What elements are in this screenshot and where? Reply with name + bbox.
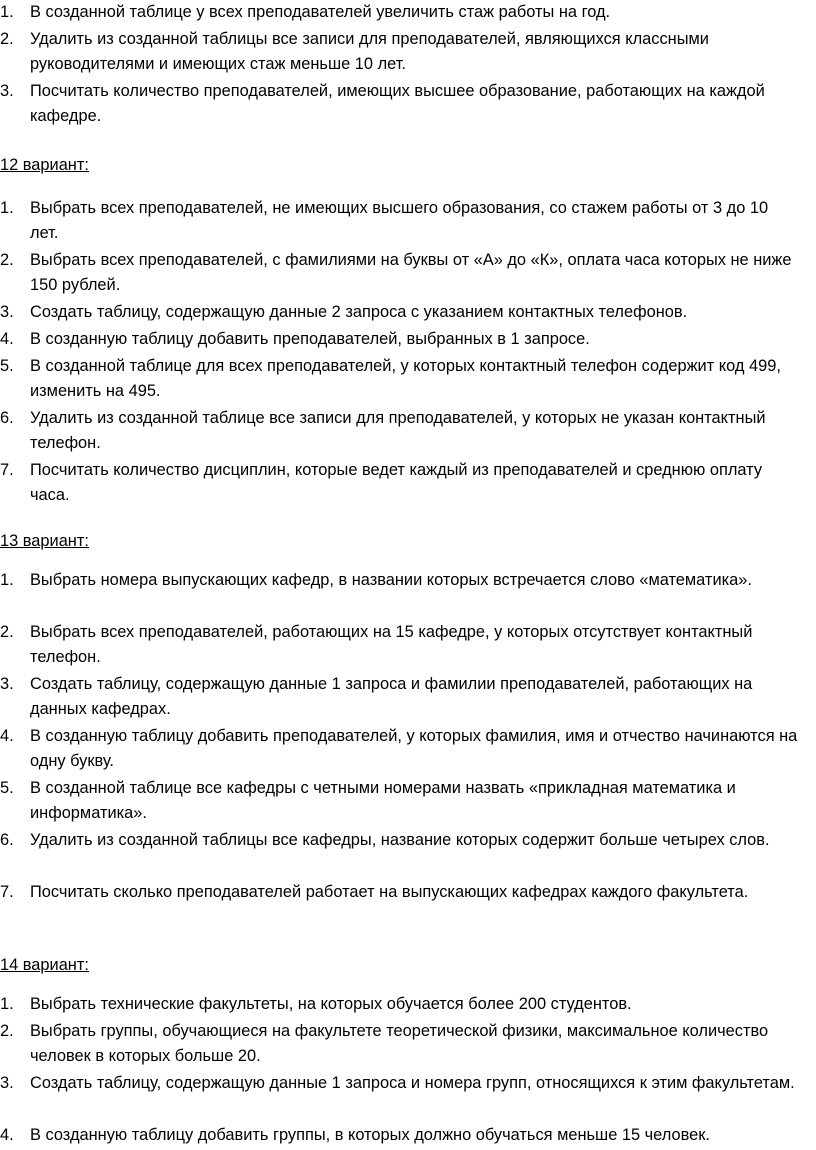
task-list	[0, 992, 800, 1148]
item-text: Посчитать количество дисциплин, которые ведет каждый из преподавателей и среднюю оплату часа.	[30, 461, 763, 504]
list-item	[0, 568, 800, 618]
list-item	[0, 248, 800, 298]
item-number: 4.	[0, 330, 14, 348]
list-item	[0, 327, 800, 352]
item-text: Посчитать количество преподавателей, имеющих высшее образование, работающих на каждой кафедре.	[30, 82, 765, 125]
item-text: Создать таблицу, содержащую данные 1 запроса и фамилии преподавателей, работающих на данных кафедрах.	[30, 675, 753, 718]
item-text: Удалить из созданной таблицы все кафедры, название которых содержит больше четырех слов.	[30, 831, 770, 849]
item-number: 6.	[0, 831, 14, 849]
item-text: В созданную таблицу добавить преподавателей, у которых фамилия, имя и отчество начинаются на одну букву.	[30, 727, 798, 770]
list-item	[0, 300, 800, 325]
item-number: 5.	[0, 357, 14, 375]
list-item	[0, 458, 800, 508]
item-text: Выбрать номера выпускающих кафедр, в названии которых встречается слово «математика».	[30, 571, 752, 589]
item-number: 1.	[0, 571, 14, 589]
item-number: 2.	[0, 623, 14, 641]
item-text: Выбрать всех преподавателей, с фамилиями на буквы от «А» до «К», оплата часа которых не ниже 150 рублей.	[30, 251, 792, 294]
item-text: Посчитать сколько преподавателей работает на выпускающих кафедрах каждого факультета.	[30, 883, 749, 901]
variant-12-heading: 12 вариант:	[0, 156, 89, 174]
list-item	[0, 1123, 800, 1148]
item-number: 3.	[0, 675, 14, 693]
item-text: В созданную таблицу добавить группы, в которых должно обучаться меньше 15 человек.	[30, 1126, 710, 1144]
item-number: 4.	[0, 727, 14, 745]
item-text: Создать таблицу, содержащую данные 2 запроса с указанием контактных телефонов.	[30, 303, 688, 321]
item-text: Выбрать технические факультеты, на которых обучается более 200 студентов.	[30, 995, 632, 1013]
task-list	[0, 0, 800, 129]
list-item	[0, 406, 800, 456]
list-item	[0, 27, 800, 77]
item-number: 1.	[0, 199, 14, 217]
item-number: 1.	[0, 995, 14, 1013]
variant-13-heading: 13 вариант:	[0, 532, 89, 550]
list-item	[0, 776, 800, 826]
variant-14-list	[0, 992, 800, 1150]
list-item	[0, 620, 800, 670]
list-item	[0, 880, 800, 930]
list-item	[0, 828, 800, 878]
list-item	[0, 1071, 800, 1121]
item-text: Выбрать группы, обучающиеся на факультете теоретической физики, максимальное количество человек в которых больше 20.	[30, 1022, 769, 1065]
item-text: Выбрать всех преподавателей, не имеющих высшего образования, со стажем работы от 3 до 10 лет.	[30, 199, 769, 242]
list-item	[0, 724, 800, 774]
item-text: В созданную таблицу добавить преподавателей, выбранных в 1 запросе.	[30, 330, 590, 348]
item-number: 2.	[0, 1022, 14, 1040]
list-item	[0, 196, 800, 246]
item-number: 6.	[0, 409, 14, 427]
list-item	[0, 354, 800, 404]
task-list	[0, 196, 800, 508]
item-number: 2.	[0, 251, 14, 269]
item-number: 3.	[0, 82, 14, 100]
task-list	[0, 568, 800, 930]
list-item	[0, 672, 800, 722]
item-text: В созданной таблице у всех преподавателей увеличить стаж работы на год.	[30, 3, 611, 21]
item-number: 7.	[0, 461, 14, 479]
item-text: Удалить из созданной таблице все записи для преподавателей, у которых не указан контактный телефон.	[30, 409, 766, 452]
variant-13-list	[0, 568, 800, 932]
item-number: 3.	[0, 303, 14, 321]
list-item	[0, 79, 800, 129]
item-number: 4.	[0, 1126, 14, 1144]
item-text: Создать таблицу, содержащую данные 1 запроса и номера групп, относящихся к этим факультетам.	[30, 1074, 795, 1092]
variant-12-list	[0, 196, 800, 510]
task-list-continued	[0, 0, 800, 131]
item-number: 1.	[0, 3, 14, 21]
item-text: Удалить из созданной таблицы все записи для преподавателей, являющихся классными руководителями и имеющих стаж меньше 10 лет.	[30, 30, 709, 73]
list-item	[0, 1019, 800, 1069]
list-item	[0, 0, 800, 25]
item-text: В созданной таблице для всех преподавателей, у которых контактный телефон содержит код 499, изменить на 495.	[30, 357, 781, 400]
list-item	[0, 992, 800, 1017]
item-number: 7.	[0, 883, 14, 901]
item-number: 3.	[0, 1074, 14, 1092]
item-text: В созданной таблице все кафедры с четными номерами назвать «прикладная математика и информатика».	[30, 779, 736, 822]
item-text: Выбрать всех преподавателей, работающих на 15 кафедре, у которых отсутствует контактный телефон.	[30, 623, 753, 666]
variant-14-heading: 14 вариант:	[0, 956, 89, 974]
item-number: 2.	[0, 30, 14, 48]
item-number: 5.	[0, 779, 14, 797]
